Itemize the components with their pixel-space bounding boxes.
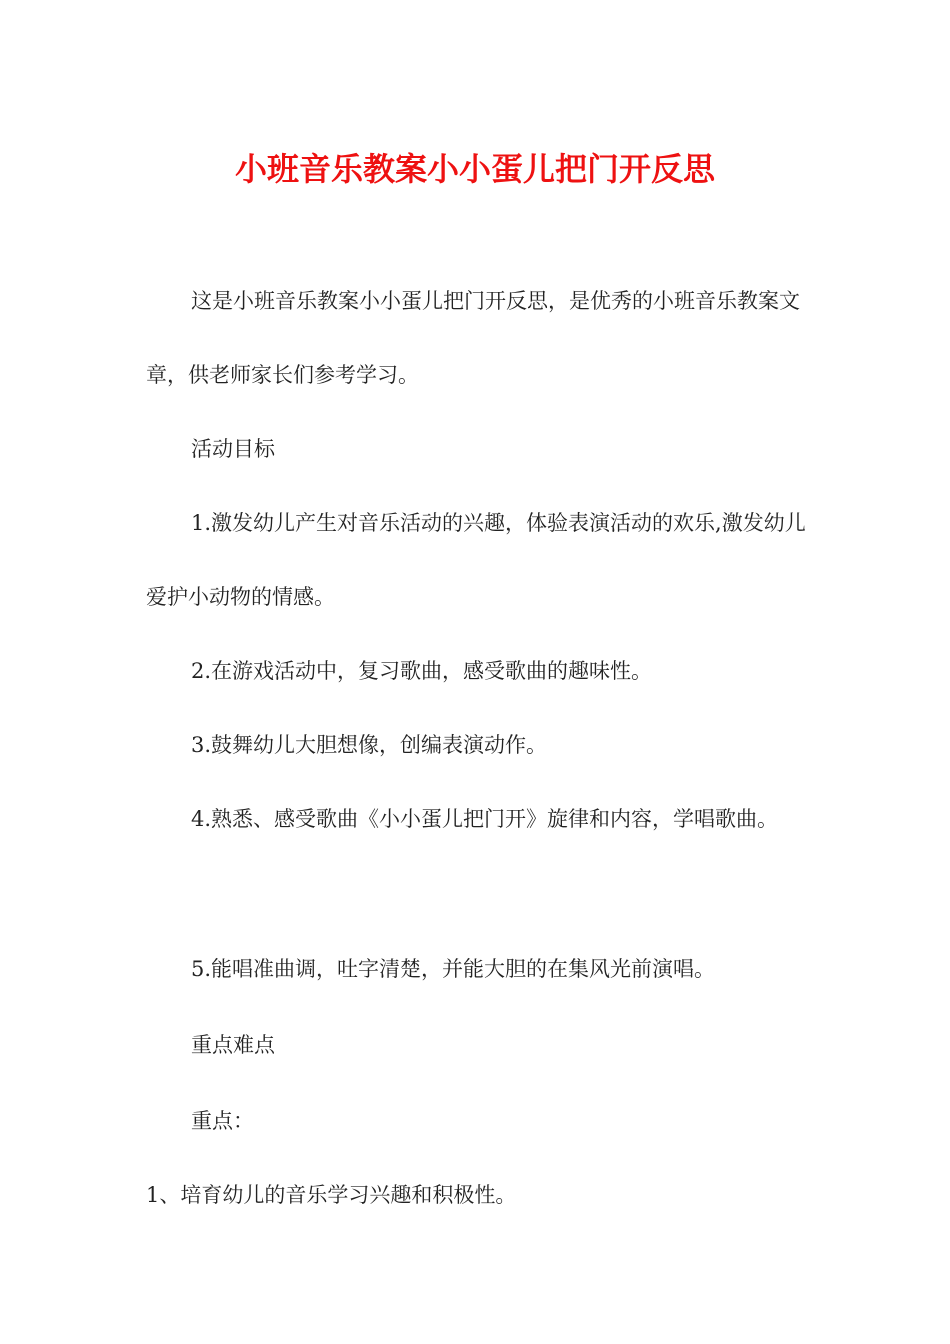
objective-item-5: 5.能唱准曲调，吐字清楚，并能大胆的在集风光前演唱。 — [191, 957, 716, 981]
key-point-item-1: 1、培育幼儿的音乐学习兴趣和积极性。 — [146, 1183, 517, 1207]
objective-item-2: 2.在游戏活动中，复习歌曲，感受歌曲的趣味性。 — [191, 659, 653, 683]
intro-paragraph: 这是小班音乐教案小小蛋儿把门开反思，是优秀的小班音乐教案文章，供老师家长们参考学习。 — [146, 289, 800, 387]
document-title: 小班音乐教案小小蛋儿把门开反思 — [234, 150, 715, 188]
section-heading-objectives: 活动目标 — [191, 437, 275, 461]
subheading-key-point: 重点： — [191, 1109, 254, 1133]
section-heading-key-points: 重点难点 — [191, 1033, 275, 1057]
objective-item-3: 3.鼓舞幼儿大胆想像，创编表演动作。 — [191, 733, 548, 757]
objective-item-4: 4.熟悉、感受歌曲《小小蛋儿把门开》旋律和内容，学唱歌曲。 — [191, 807, 779, 831]
objective-item-1: 1.激发幼儿产生对音乐活动的兴趣，体验表演活动的欢乐,激发幼儿爱护小动物的情感。 — [146, 511, 806, 609]
